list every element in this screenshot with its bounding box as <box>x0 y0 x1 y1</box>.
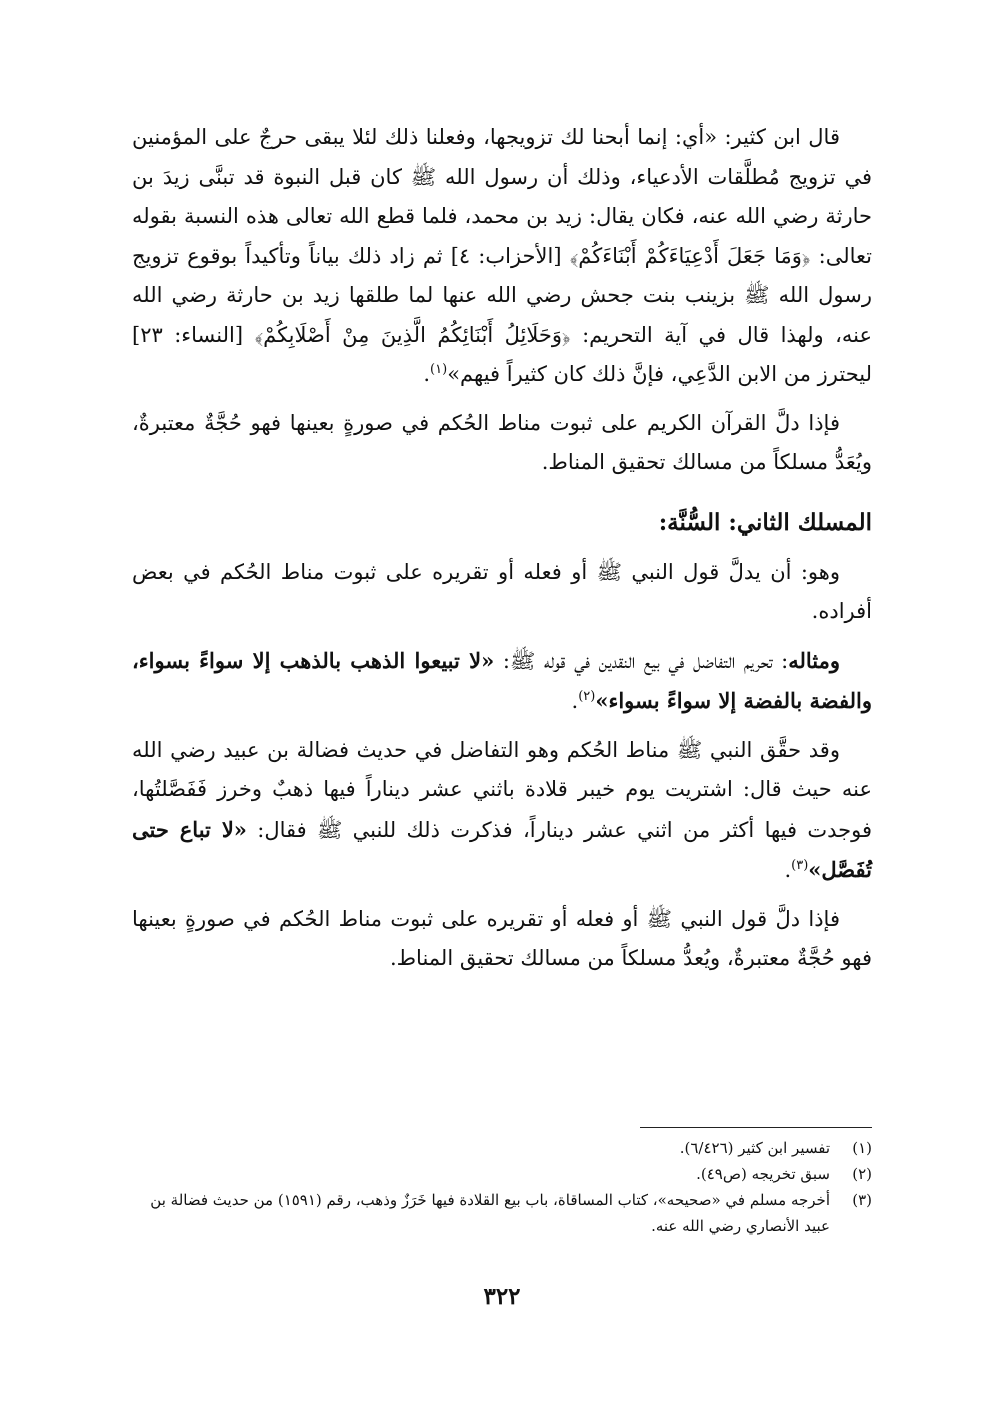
footnote-number: (٣) <box>852 1191 872 1209</box>
footnote-item <box>132 1187 872 1239</box>
example-text: : تحريم التفاضل في بيع النقدين في قوله ﷺ: <box>494 648 789 673</box>
page-body <box>132 118 872 988</box>
footnote-text: تفسير ابن كثير (٦/٤٢٦). <box>679 1139 830 1157</box>
hadith-quote: «لا تباع حتى تُفَصَّل» <box>132 816 872 882</box>
footnote-item <box>132 1135 872 1161</box>
paragraph-end: . <box>571 689 579 713</box>
footnote-divider <box>640 1127 872 1128</box>
paragraph-end: . <box>784 858 792 882</box>
footnote-ref: (٣) <box>791 858 809 873</box>
paragraph-quran-conclusion: فإذا دلَّ القرآن الكريم على ثبوت مناط الحُكم في صورةٍ بعينها فهو حُجَّةٌ معتبرةٌ، ويُعَدُّ مسلكاً من مسالك تحقيق المناط. <box>132 410 872 474</box>
hadith-quote: «لا تبيعوا الذهب بالذهب إلا سواءً بسواء، والفضة بالفضة إلا سواءً بسواء» <box>132 647 872 713</box>
paragraph-ibn-kathir-quote <box>132 118 872 395</box>
footnote-text: أخرجه مسلم في «صحيحه»، كتاب المساقاة، باب بيع القلادة فيها خَرَزٌ وذهب، رقم (١٥٩١) من حديث فضالة بن عبيد الأنصاري رضي الله عنه. <box>150 1191 830 1235</box>
paragraph-fadala-hadith <box>132 731 872 891</box>
footnote-item <box>132 1161 872 1187</box>
section-heading: المسلك الثاني: السُّنَّة: <box>658 508 872 536</box>
paragraph-text: قال ابن كثير: «أي: إنما أبحنا لك تزويجها، وفعلنا ذلك لئلا يبقى حرجٌ على المؤمنين في تزويج مُطلَّقات الأدعياء، وذلك أن رسول الله ﷺ كان قبل النبوة قد تبنَّى زيدَ بن حارثة رضي الله عنه، فكان يقال: زيد بن محمد، فلما قطع الله تعالى هذه النسبة بقوله تعالى: ﴿وَمَا جَعَلَ أَدْعِيَاءَكُمْ أَبْنَاءَكُمْ﴾ [الأحزاب: ٤] ثم زاد ذلك بياناً وتأكيداً بوقوع تزويج رسول الله ﷺ بزينب بنت جحش رضي الله عنها لما طلقها زيد بن حارثة رضي الله عنه، ولهذا قال في آية التحريم: ﴿وَحَلَائِلُ أَبْنَائِكُمُ الَّذِينَ مِنْ أَصْلَابِكُمْ﴾ [النساء: ٢٣] ليحترز من الابن الدَّعِي، فإنَّ ذلك كان كثيراً فيهم» <box>132 125 872 386</box>
page-number: ٣٢٢ <box>483 1283 521 1310</box>
footnote-number: (٢) <box>852 1165 872 1183</box>
paragraph-end: . <box>423 362 431 386</box>
paragraph-sunnah-definition: وهو: أن يدلَّ قول النبي ﷺ أو فعله أو تقريره على ثبوت مناط الحُكم في بعض أفراده. <box>132 559 872 623</box>
example-lead: ومثاله <box>788 647 840 673</box>
footnote-text: سبق تخريجه (ص٤٩). <box>696 1165 830 1183</box>
footnote-ref: (٢) <box>578 689 596 704</box>
footnote-ref: (١) <box>430 362 448 377</box>
footnote-number: (١) <box>852 1139 872 1157</box>
paragraph-sunnah-conclusion: فإذا دلَّ قول النبي ﷺ أو فعله أو تقريره على ثبوت مناط الحُكم في صورةٍ بعينها فهو حُجَّةٌ معتبرةٌ، ويُعدُّ مسلكاً من مسالك تحقيق المناط. <box>132 906 872 970</box>
footnotes <box>132 1135 872 1239</box>
paragraph-example <box>132 641 872 722</box>
paragraph-text: وقد حقَّق النبي ﷺ مناط الحُكم وهو التفاضل في حديث فضالة بن عبيد رضي الله عنه حيث قال: اشتريت يوم خيبر قلادة باثني عشر ديناراً فيها ذهبٌ وخرز فَفَصَّلتُها، فوجدت فيها أكثر من اثني عشر ديناراً، فذكرت ذلك للنبي ﷺ فقال: <box>132 737 873 842</box>
